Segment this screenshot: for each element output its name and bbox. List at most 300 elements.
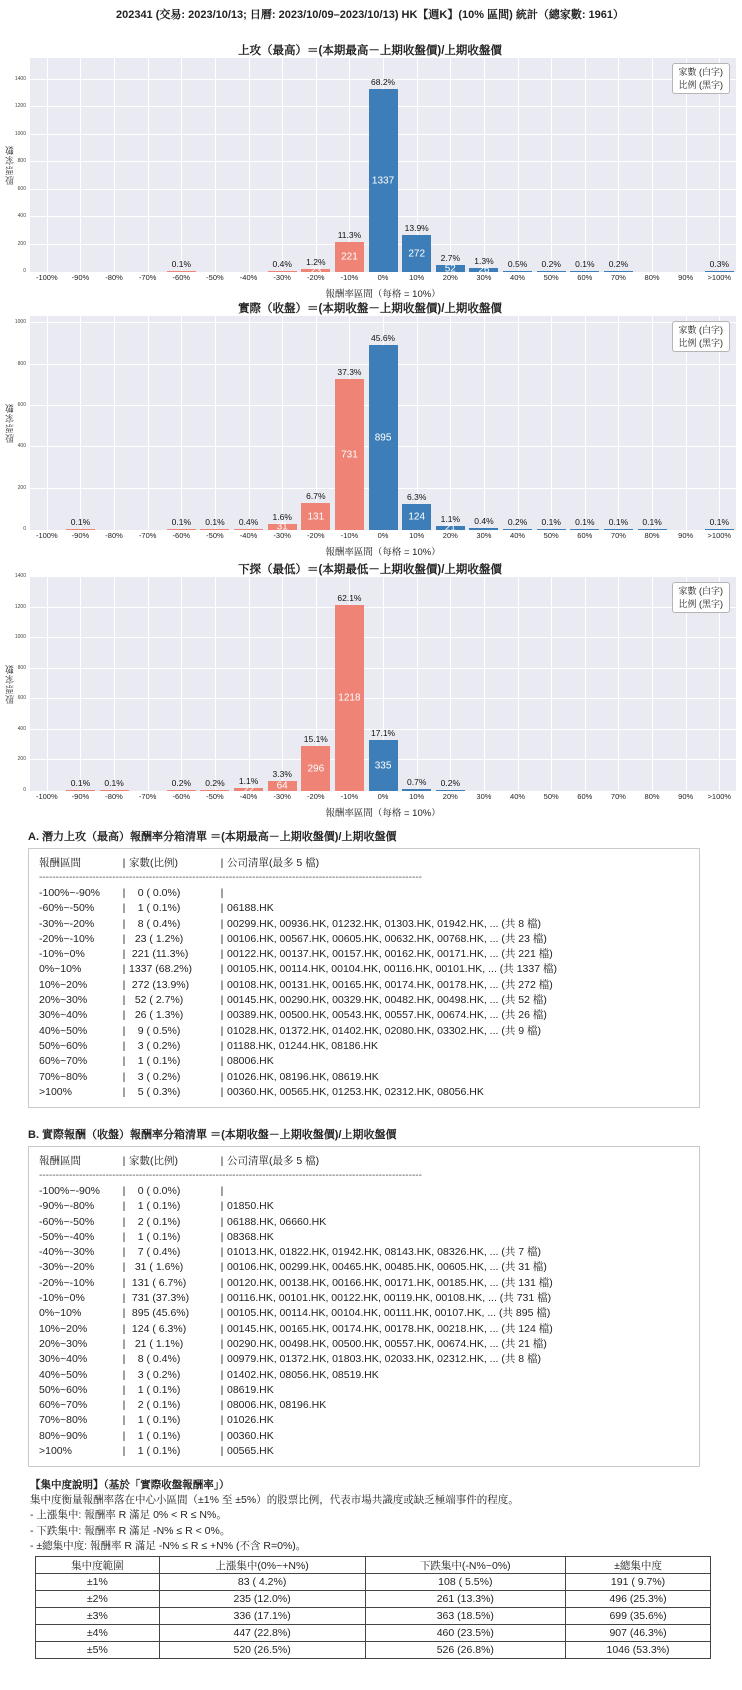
- row-companies: 01402.HK, 08056.HK, 08519.HK: [227, 1368, 379, 1381]
- bin--100%: [30, 316, 64, 530]
- list-item: [39, 1260, 689, 1275]
- bin-20%: [434, 58, 468, 272]
- x-tick-label: 90%: [678, 273, 694, 282]
- bin-80%: [635, 316, 669, 530]
- list-item: [39, 1230, 689, 1245]
- v-gridline: [215, 316, 216, 530]
- pipe: |: [220, 1368, 224, 1381]
- pipe: |: [122, 1429, 126, 1442]
- section-a-box: [28, 848, 700, 1108]
- bar--40%: [234, 784, 263, 795]
- bar-40%: [503, 271, 532, 272]
- bar--10%: [335, 379, 364, 530]
- section-b: [28, 1126, 700, 1467]
- x-tick-label: -60%: [172, 273, 191, 282]
- y-tick-label: 1200: [14, 103, 26, 110]
- bar--20%: [301, 503, 330, 530]
- list-item: [39, 1008, 689, 1023]
- bars-container: [30, 316, 736, 534]
- bar-count-label: 731: [341, 449, 358, 460]
- pipe: |: [220, 887, 224, 899]
- v-gridline: [181, 58, 182, 272]
- row-companies: 01850.HK: [227, 1200, 274, 1213]
- bar-pct-label: 45.6%: [371, 333, 396, 343]
- row-count: 26 ( 1.3%): [129, 1009, 184, 1022]
- row-range: -10%~0%: [39, 1292, 85, 1305]
- v-gridline: [484, 58, 485, 272]
- bar->100%: [705, 271, 734, 272]
- plot-wrap: [5, 316, 736, 534]
- x-tick-label: -50%: [206, 531, 224, 540]
- row-count: 272 (13.9%): [129, 978, 190, 991]
- y-tick-label: 800: [17, 360, 26, 367]
- pipe: |: [122, 1353, 126, 1366]
- section-b-title: B. 實際報酬（收盤）報酬率分箱清單 ＝(本期收盤－上期收盤價)/上期收盤價: [28, 1129, 397, 1141]
- bar--90%: [66, 529, 95, 530]
- bar-pct-label: 15.1%: [303, 734, 328, 744]
- bar-pct-label: 0.1%: [70, 778, 91, 788]
- row-companies: 00145.HK, 00165.HK, 00174.HK, 00178.HK, 00218.HK, ... (共 124 檔): [227, 1322, 553, 1335]
- row-count: 1 ( 0.1%): [129, 902, 181, 915]
- pipe: |: [122, 994, 126, 1007]
- list-item: [39, 1444, 689, 1459]
- x-tick-label: 90%: [678, 531, 694, 540]
- row-range: -100%~-90%: [39, 887, 100, 899]
- table-cell: 907 (46.3%): [566, 1625, 711, 1642]
- table-cell: 363 (18.5%): [365, 1608, 566, 1625]
- bar--10%: [335, 605, 364, 791]
- pipe: |: [220, 1215, 224, 1228]
- row-companies: 01026.HK: [227, 1414, 274, 1427]
- bar-pct-label: 17.1%: [371, 728, 396, 738]
- row-range: -10%~0%: [39, 948, 85, 961]
- chart-downside: [0, 561, 740, 819]
- list-item: [39, 1322, 689, 1337]
- bar-30%: [469, 528, 498, 530]
- row-companies: 00565.HK: [227, 1445, 274, 1458]
- row-count: 31 ( 1.6%): [129, 1261, 184, 1274]
- bar-pct-label: 37.3%: [337, 367, 362, 377]
- row-range: 70%~80%: [39, 1414, 88, 1427]
- x-tick-label: 40%: [510, 531, 526, 540]
- list-divider: -------------------------------------------------------------------------------------------------------------------: [39, 872, 422, 883]
- list-item: [39, 1398, 689, 1413]
- bar-pct-label: 11.3%: [337, 230, 362, 240]
- bar-70%: [604, 529, 633, 530]
- pipe: |: [122, 1307, 126, 1320]
- pipe: |: [220, 1230, 224, 1243]
- pipe: |: [122, 1185, 126, 1197]
- h-gridline: [30, 698, 736, 699]
- legend-entry: 家數 (白字): [678, 586, 723, 596]
- x-tick-label: -20%: [307, 273, 325, 282]
- table-header-cell: 上漲集中(0%~+N%): [159, 1557, 365, 1574]
- bar-count-label: 1218: [338, 692, 361, 704]
- v-gridline: [618, 316, 619, 530]
- row-count: 8 ( 0.4%): [129, 917, 181, 930]
- row-count: 3 ( 0.2%): [129, 1368, 181, 1381]
- pipe: |: [122, 1070, 126, 1083]
- row-range: 10%~20%: [39, 1322, 88, 1335]
- bar-pct-label: 0.1%: [608, 517, 629, 527]
- bin--40%: [232, 58, 266, 272]
- bar-count-label: 26: [478, 264, 490, 276]
- v-gridline: [450, 316, 451, 530]
- row-range: 60%~70%: [39, 1055, 88, 1068]
- bin--100%: [30, 58, 64, 272]
- row-count: 1 ( 0.1%): [129, 1230, 181, 1243]
- bin--90%: [64, 316, 98, 530]
- header-companies: 公司清單(最多 5 檔): [227, 857, 320, 869]
- pipe: |: [220, 994, 224, 1007]
- pipe: |: [220, 1337, 224, 1350]
- list-item: [39, 886, 689, 901]
- row-range: 60%~70%: [39, 1399, 88, 1412]
- row-range: -60%~-50%: [39, 1215, 95, 1228]
- row-range: 0%~10%: [39, 1307, 82, 1320]
- bar-pct-label: 0.1%: [575, 259, 595, 269]
- v-gridline: [282, 58, 283, 272]
- bar--80%: [100, 790, 129, 791]
- bin-60%: [568, 58, 602, 272]
- v-gridline: [618, 58, 619, 272]
- v-gridline: [585, 316, 586, 530]
- row-companies: 08619.HK: [227, 1383, 274, 1396]
- row-range: >100%: [39, 1445, 72, 1458]
- v-gridline: [47, 316, 48, 530]
- legend-box: [672, 582, 731, 613]
- bar-pct-label: 0.2%: [541, 259, 561, 269]
- y-axis-label: 股票家數: [5, 145, 15, 185]
- pipe: |: [122, 1322, 126, 1335]
- legend-entry: 家數 (白字): [678, 67, 723, 77]
- row-count: 0 ( 0.0%): [129, 1185, 181, 1197]
- bar-pct-label: 13.9%: [404, 223, 429, 233]
- table-header-row: [36, 1557, 711, 1574]
- pipe: |: [220, 1414, 224, 1427]
- table-cell: 261 (13.3%): [365, 1591, 566, 1608]
- row-companies: 01188.HK, 01244.HK, 08186.HK: [227, 1039, 378, 1052]
- bar-pct-label: 0.2%: [171, 778, 191, 788]
- x-tick-label: -60%: [172, 792, 191, 801]
- row-range: -90%~-80%: [39, 1200, 95, 1213]
- v-gridline: [652, 58, 653, 272]
- bar->100%: [705, 529, 734, 530]
- plot-area: [30, 577, 736, 795]
- header-companies: 公司清單(最多 5 檔): [227, 1155, 320, 1167]
- table-cell: ±2%: [36, 1591, 160, 1608]
- row-count: 8 ( 0.4%): [129, 1353, 181, 1366]
- bar-pct-label: 2.7%: [440, 253, 460, 263]
- row-companies: 00106.HK, 00567.HK, 00605.HK, 00632.HK, 00768.HK, ... (共 23 檔): [227, 932, 547, 945]
- row-count: 7 ( 0.4%): [129, 1246, 181, 1259]
- y-tick-label: 600: [17, 185, 26, 192]
- section-b-box: [28, 1146, 700, 1467]
- x-tick-label: 20%: [442, 792, 458, 801]
- bar-0%: [369, 345, 398, 530]
- bin-10%: [400, 316, 434, 530]
- table-row: [36, 1642, 711, 1659]
- bar--10%: [335, 242, 364, 272]
- bin--30%: [265, 58, 299, 272]
- pipe: |: [122, 1055, 126, 1068]
- row-companies: 00120.HK, 00138.HK, 00166.HK, 00171.HK, 00185.HK, ... (共 131 檔): [227, 1276, 553, 1289]
- pipe: |: [122, 857, 126, 869]
- v-gridline: [551, 316, 552, 530]
- pipe: |: [122, 978, 126, 991]
- y-tick-label: 200: [17, 240, 26, 247]
- bar--90%: [66, 790, 95, 791]
- row-companies: 00105.HK, 00114.HK, 00104.HK, 00116.HK, 00101.HK, ... (共 1337 檔): [227, 963, 557, 976]
- y-tick-label: 1200: [14, 603, 26, 610]
- row-companies: 00122.HK, 00137.HK, 00157.HK, 00162.HK, 00171.HK, ... (共 221 檔): [227, 948, 553, 961]
- table-row: [36, 1574, 711, 1591]
- bar--30%: [268, 781, 297, 791]
- row-count: 1 ( 0.1%): [129, 1200, 181, 1213]
- bin--80%: [97, 316, 131, 530]
- v-gridline: [181, 316, 182, 530]
- y-tick-label: 600: [17, 695, 26, 702]
- row-range: -40%~-30%: [39, 1246, 95, 1259]
- x-tick-label: 20%: [442, 273, 458, 282]
- bar-pct-label: 0.5%: [507, 259, 528, 269]
- x-tick-label: 30%: [476, 531, 492, 540]
- pipe: |: [220, 1155, 224, 1167]
- pipe: |: [122, 1445, 126, 1458]
- x-tick-label: 60%: [577, 792, 593, 801]
- bar-pct-label: 0.4%: [238, 517, 259, 527]
- list-item: [39, 1215, 689, 1230]
- bin--80%: [97, 58, 131, 272]
- bar-pct-label: 0.1%: [104, 778, 124, 788]
- v-gridline: [114, 316, 115, 530]
- pipe: |: [220, 1261, 224, 1274]
- v-gridline: [518, 316, 519, 530]
- x-tick-label: 10%: [409, 792, 425, 801]
- v-gridline: [316, 58, 317, 272]
- list-item: [39, 1039, 689, 1054]
- pipe: |: [220, 932, 224, 945]
- h-gridline: [30, 322, 736, 323]
- legend-entry: 比例 (黑字): [678, 337, 723, 348]
- list-header: [39, 855, 689, 872]
- x-tick-label: -10%: [340, 531, 359, 540]
- pipe: |: [220, 1322, 224, 1335]
- concentration-title: 【集中度說明】（基於「實際收盤報酬率」）: [30, 1479, 230, 1491]
- row-companies: 06188.HK: [227, 902, 274, 915]
- row-companies: 01026.HK, 08196.HK, 08619.HK: [227, 1070, 379, 1083]
- bin--20%: [299, 316, 333, 530]
- bar-20%: [436, 522, 465, 534]
- table-cell: ±1%: [36, 1574, 160, 1591]
- pipe: |: [122, 1215, 126, 1228]
- y-tick-label: 1000: [14, 634, 26, 641]
- header-count: 家數(比例): [129, 1155, 178, 1167]
- bar-pct-label: 0.2%: [440, 778, 460, 788]
- bar-10%: [402, 789, 431, 791]
- bar-40%: [503, 529, 532, 530]
- table-cell: 496 (25.3%): [566, 1591, 711, 1608]
- bin--50%: [198, 58, 232, 272]
- bin-0%: [366, 577, 400, 791]
- row-count: 1337 (68.2%): [129, 963, 193, 976]
- bin--70%: [131, 316, 165, 530]
- v-gridline: [249, 58, 250, 272]
- table-cell: 447 (22.8%): [159, 1625, 365, 1642]
- list-rows: [39, 886, 689, 1100]
- bar-count-label: 272: [408, 248, 426, 259]
- bar-pct-label: 1.1%: [238, 776, 259, 786]
- pipe: |: [122, 1414, 126, 1427]
- list-item: [39, 1276, 689, 1291]
- x-tick-label: -60%: [172, 531, 191, 540]
- row-companies: 00979.HK, 01372.HK, 01803.HK, 02033.HK, 02312.HK, ... (共 8 檔): [227, 1353, 542, 1366]
- chart-title: 上攻（最高）＝(本期最高－上期收盤價)/上期收盤價: [238, 45, 502, 57]
- bar-pct-label: 1.3%: [474, 256, 494, 266]
- pipe: |: [122, 917, 126, 930]
- pipe: |: [220, 1039, 224, 1052]
- x-tick-label: -70%: [138, 273, 157, 282]
- v-gridline: [148, 316, 149, 530]
- bin--90%: [64, 58, 98, 272]
- table-row: [36, 1591, 711, 1608]
- row-companies: 00389.HK, 00500.HK, 00543.HK, 00557.HK, 00674.HK, ... (共 26 檔): [227, 1009, 547, 1022]
- bar-count-label: 22: [242, 784, 255, 795]
- concentration-table: [35, 1556, 711, 1659]
- plot-wrap: [5, 573, 736, 795]
- pipe: |: [220, 1024, 224, 1037]
- table-row: [36, 1625, 711, 1642]
- bar-70%: [604, 271, 633, 272]
- list-header: [39, 1153, 689, 1170]
- list-item: [39, 978, 689, 993]
- row-range: -100%~-90%: [39, 1185, 100, 1197]
- bar-pct-label: 0.2%: [205, 778, 225, 788]
- pipe: |: [220, 1353, 224, 1366]
- chart-title: 實際（收盤）＝(本期收盤－上期收盤價)/上期收盤價: [238, 303, 502, 315]
- pipe: |: [220, 1070, 224, 1083]
- table-header-cell: 下跌集中(-N%~0%): [365, 1557, 566, 1574]
- x-tick-label: -40%: [239, 273, 258, 282]
- list-item: [39, 1429, 689, 1444]
- h-gridline: [30, 576, 736, 577]
- row-range: -20%~-10%: [39, 1276, 95, 1289]
- row-count: 221 (11.3%): [129, 948, 189, 961]
- table-cell: 460 (23.5%): [365, 1625, 566, 1642]
- chart-actual: [0, 300, 740, 558]
- row-companies: 01028.HK, 01372.HK, 01402.HK, 02080.HK, 03302.HK, ... (共 9 檔): [227, 1024, 542, 1037]
- pipe: |: [220, 1246, 224, 1259]
- bin--70%: [131, 58, 165, 272]
- legend-entry: 家數 (白字): [678, 325, 723, 335]
- row-companies: 00145.HK, 00290.HK, 00329.HK, 00482.HK, 00498.HK, ... (共 52 檔): [227, 994, 547, 1007]
- y-tick-label: 200: [17, 484, 26, 491]
- bin--20%: [299, 577, 333, 791]
- y-tick-label: 400: [17, 725, 26, 732]
- bar--20%: [301, 265, 330, 276]
- bar-pct-label: 0.1%: [205, 517, 225, 527]
- v-gridline: [47, 58, 48, 272]
- concentration-explanation: [30, 1478, 720, 1554]
- row-range: 0%~10%: [39, 963, 82, 976]
- list-item: [39, 1054, 689, 1069]
- v-gridline: [652, 316, 653, 530]
- pipe: |: [220, 978, 224, 991]
- y-tick-label: 0: [23, 268, 26, 274]
- y-axis-ticks: [2, 573, 28, 793]
- bin--50%: [198, 316, 232, 530]
- x-tick-label: 60%: [577, 531, 593, 540]
- list-item: [39, 1352, 689, 1367]
- row-companies: 00108.HK, 00131.HK, 00165.HK, 00174.HK, 00178.HK, ... (共 272 檔): [227, 978, 553, 991]
- bar-count-label: 296: [307, 763, 325, 774]
- pipe: |: [220, 1399, 224, 1412]
- bar-count-label: 131: [307, 511, 325, 522]
- bin--10%: [333, 577, 367, 791]
- x-tick-label: >100%: [707, 273, 732, 282]
- bin-70%: [602, 316, 636, 530]
- x-tick-label: -20%: [307, 792, 325, 801]
- y-axis-label: 股票家數: [5, 403, 15, 443]
- bar-count-label: 1337: [371, 175, 395, 186]
- x-tick-label: -30%: [273, 273, 291, 282]
- list-item: [39, 1306, 689, 1321]
- y-tick-label: 1000: [14, 319, 26, 326]
- x-tick-label: -10%: [340, 792, 359, 801]
- x-tick-label: >100%: [707, 792, 732, 801]
- row-range: -60%~-50%: [39, 902, 95, 915]
- concentration-lines: [30, 1493, 720, 1554]
- x-tick-label: 80%: [644, 273, 660, 282]
- y-tick-label: 0: [23, 787, 26, 793]
- pipe: |: [122, 948, 126, 961]
- pipe: |: [122, 1200, 126, 1213]
- y-tick-label: 1000: [14, 130, 26, 137]
- pipe: |: [220, 902, 224, 915]
- list-item: [39, 932, 689, 947]
- row-range: 10%~20%: [39, 978, 88, 991]
- table-header-cell: 集中度範圍: [36, 1557, 160, 1574]
- list-divider: -------------------------------------------------------------------------------------------------------------------: [39, 1170, 422, 1181]
- x-tick-label: -20%: [307, 531, 325, 540]
- v-gridline: [518, 58, 519, 272]
- bin--60%: [165, 58, 199, 272]
- v-gridline: [585, 58, 586, 272]
- bar-pct-label: 0.1%: [541, 517, 561, 527]
- row-companies: 00116.HK, 00101.HK, 00122.HK, 00119.HK, 00108.HK, ... (共 731 檔): [227, 1292, 552, 1305]
- x-tick-label: 40%: [510, 792, 526, 801]
- row-count: 895 (45.6%): [129, 1307, 190, 1320]
- x-tick-label: -30%: [273, 792, 291, 801]
- explanation-line: - 下跌集中: 報酬率 R 滿足 -N% ≤ R < 0%。: [30, 1524, 231, 1537]
- row-count: 2 ( 0.1%): [129, 1399, 181, 1412]
- x-tick-label: 80%: [644, 531, 660, 540]
- bin--40%: [232, 316, 266, 530]
- bar-50%: [537, 529, 566, 530]
- row-companies: 00299.HK, 00936.HK, 01232.HK, 01303.HK, 01942.HK, ... (共 8 檔): [227, 917, 542, 930]
- y-tick-label: 800: [17, 158, 26, 165]
- list-item: [39, 1245, 689, 1260]
- bin-40%: [501, 316, 535, 530]
- row-companies: 00290.HK, 00498.HK, 00500.HK, 00557.HK, 00674.HK, ... (共 21 檔): [227, 1337, 547, 1350]
- list-item: [39, 1291, 689, 1306]
- bar-60%: [570, 529, 599, 530]
- row-count: 731 (37.3%): [129, 1292, 190, 1305]
- table-cell: ±5%: [36, 1642, 160, 1659]
- row-range: 30%~40%: [39, 1353, 88, 1366]
- bar-pct-label: 3.3%: [272, 769, 292, 779]
- table-cell: 336 (17.1%): [159, 1608, 365, 1625]
